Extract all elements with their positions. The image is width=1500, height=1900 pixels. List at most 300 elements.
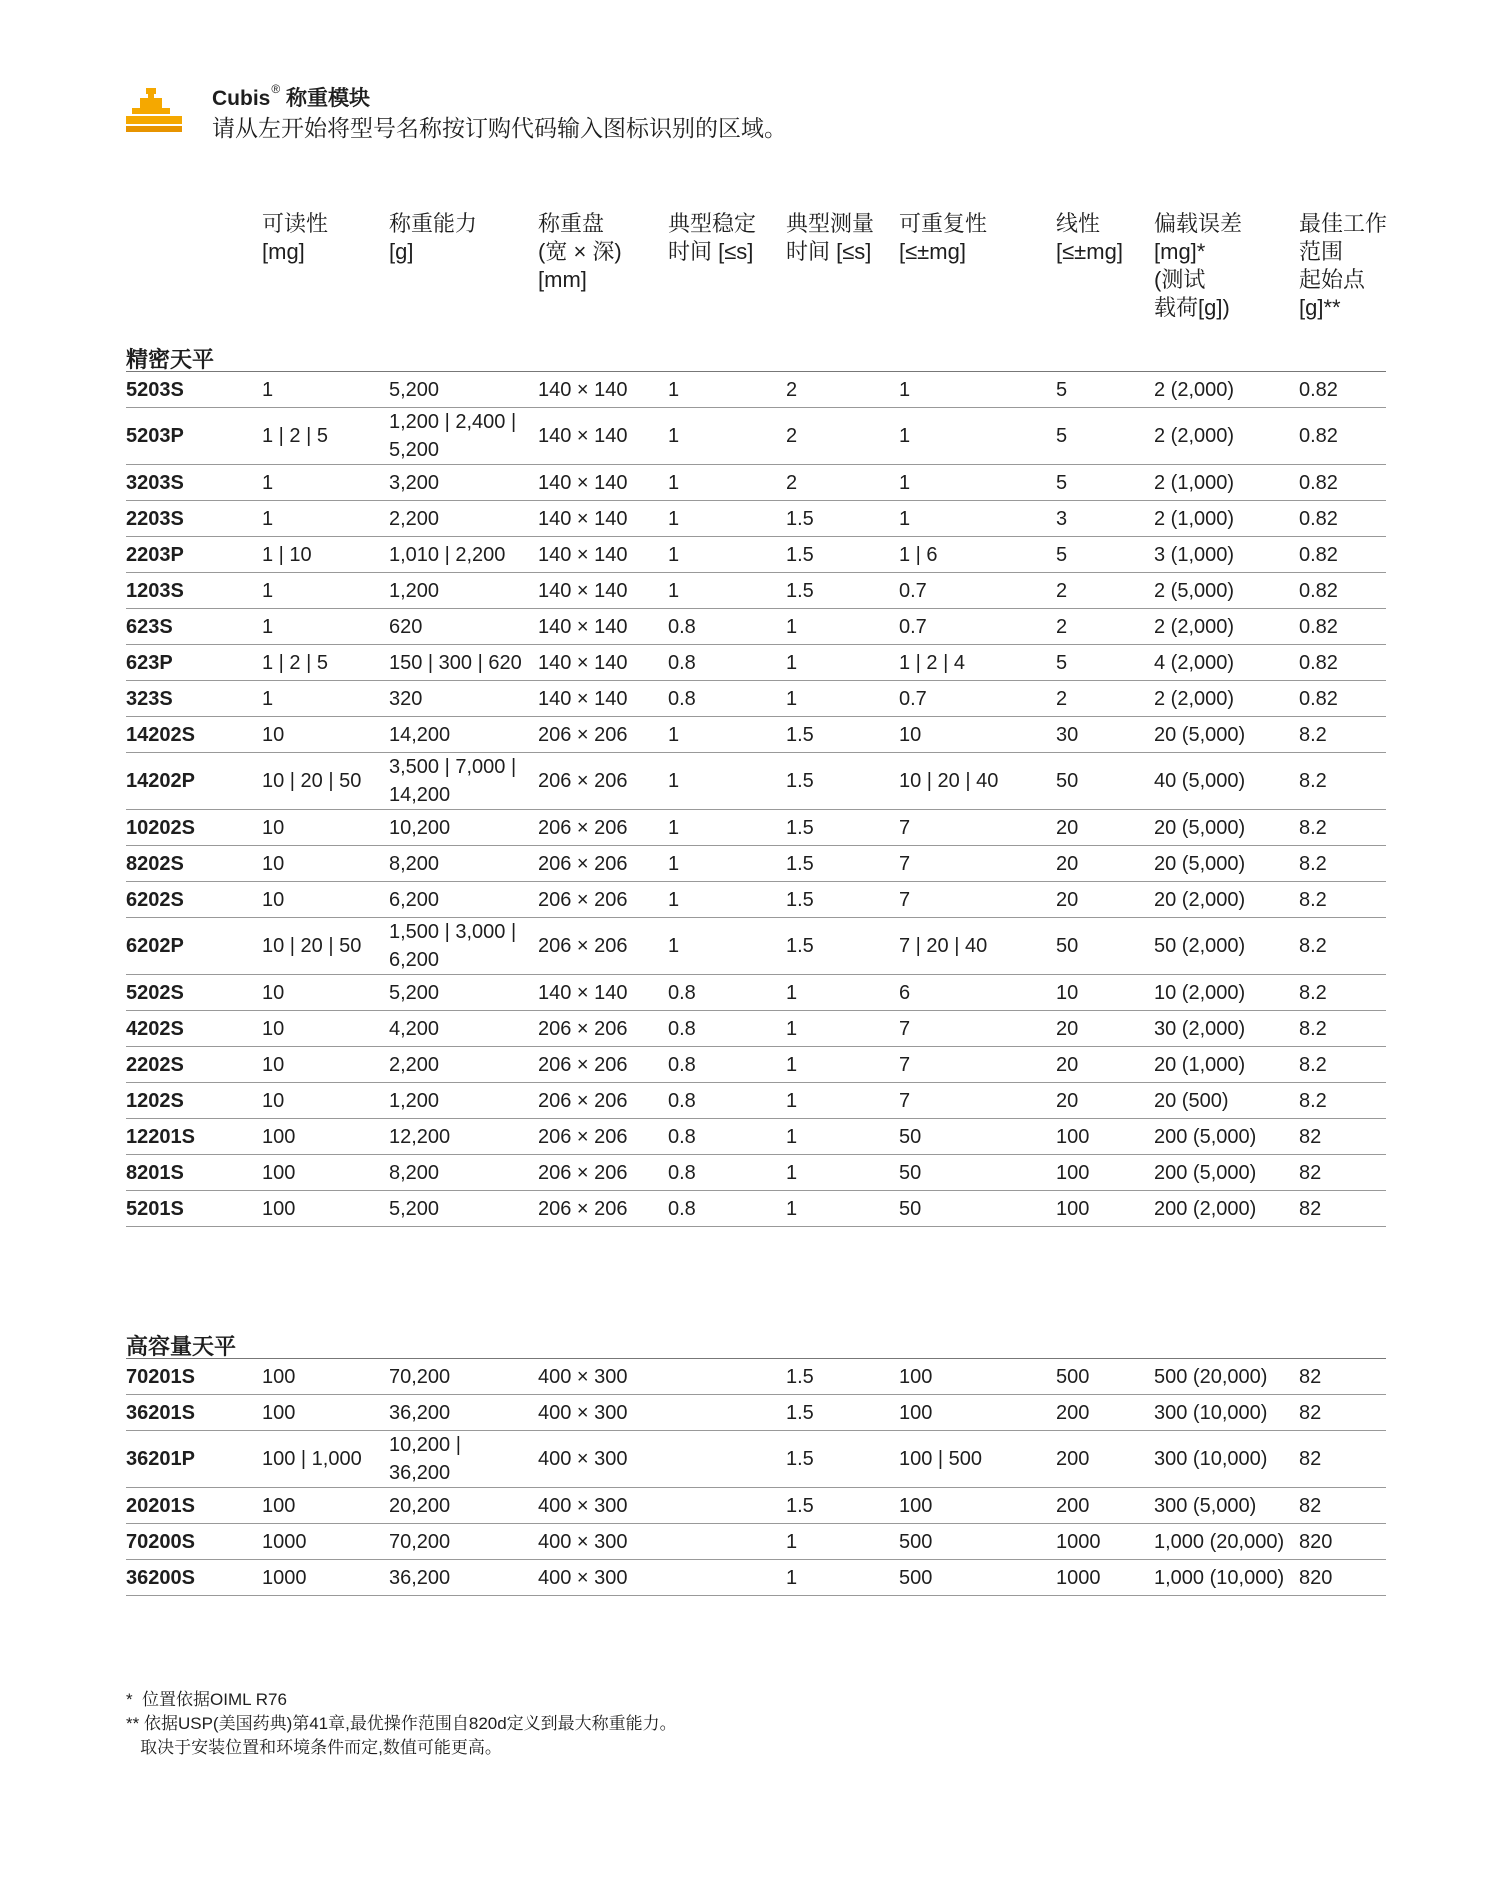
table-cell: 1 bbox=[899, 471, 911, 494]
page-subtitle: 请从左开始将型号名称按订购代码输入图标识别的区域。 bbox=[212, 115, 787, 141]
table-row bbox=[126, 1431, 1386, 1488]
table-cell: 82 bbox=[1299, 1365, 1322, 1388]
table-cell: 1 | 6 bbox=[899, 543, 938, 566]
table-cell: 10 bbox=[262, 981, 285, 1004]
model-name: 6202P bbox=[126, 935, 184, 957]
table-cell: 20 bbox=[1056, 852, 1079, 875]
table-cell: 1 bbox=[786, 1053, 798, 1076]
table-cell: 8.2 bbox=[1299, 935, 1327, 957]
table-row bbox=[126, 846, 1386, 882]
table-cell: 206 × 206 bbox=[538, 1017, 628, 1040]
table-cell: 12,200 bbox=[389, 1125, 451, 1148]
column-header-stabilization-time: 典型稳定 时间 [≤s] bbox=[668, 211, 757, 264]
table-cell: 10 | 20 | 40 bbox=[899, 770, 999, 792]
table-cell: 300 (10,000) bbox=[1154, 1448, 1268, 1470]
table-row bbox=[126, 408, 1386, 465]
table-cell: 1 bbox=[668, 425, 680, 447]
table-cell: 4 (2,000) bbox=[1154, 651, 1235, 674]
table-cell: 10 bbox=[262, 1017, 285, 1040]
table-cell: 1.5 bbox=[786, 816, 814, 839]
table-cell: 1 bbox=[786, 1089, 798, 1112]
table-cell: 1.5 bbox=[786, 1448, 814, 1470]
table-cell: 0.8 bbox=[668, 1089, 696, 1112]
table-cell: 1 bbox=[668, 816, 680, 839]
table-cell: 2 bbox=[786, 471, 798, 494]
table-cell: 100 bbox=[1056, 1161, 1090, 1184]
model-name: 5202S bbox=[126, 981, 184, 1004]
table-cell: 0.7 bbox=[899, 687, 927, 710]
table-cell: 1,200 bbox=[389, 579, 440, 602]
table-row bbox=[126, 1395, 1386, 1431]
table-cell: 1,010 | 2,200 bbox=[389, 543, 506, 566]
table-cell: 100 | 500 bbox=[899, 1448, 983, 1470]
table-cell: 206 × 206 bbox=[538, 1053, 628, 1076]
table-cell: 1 | 2 | 5 bbox=[262, 425, 328, 447]
table-cell: 2 (2,000) bbox=[1154, 378, 1235, 401]
table-cell: 400 × 300 bbox=[538, 1365, 628, 1388]
table-cell: 10 (2,000) bbox=[1154, 981, 1246, 1004]
table-cell: 400 × 300 bbox=[538, 1530, 628, 1553]
table-cell: 8.2 bbox=[1299, 852, 1327, 875]
table-cell: 20 (500) bbox=[1154, 1089, 1229, 1112]
table-cell: 0.82 bbox=[1299, 471, 1338, 494]
table-cell: 1,000 (10,000) bbox=[1154, 1566, 1285, 1589]
table-cell: 10 bbox=[262, 852, 285, 875]
table-cell: 50 bbox=[899, 1125, 922, 1148]
table-cell: 2 bbox=[1056, 687, 1068, 710]
table-cell: 1.5 bbox=[786, 543, 814, 566]
table-cell: 0.8 bbox=[668, 651, 696, 674]
table-row bbox=[126, 645, 1386, 681]
table-cell: 2,200 bbox=[389, 507, 440, 530]
table-cell: 1000 bbox=[262, 1566, 307, 1589]
table-cell: 36,200 bbox=[389, 1401, 451, 1424]
table-cell: 1,200 | 2,400 | 5,200 bbox=[389, 411, 517, 461]
table-cell: 3 bbox=[1056, 507, 1068, 530]
table-cell: 1 bbox=[786, 651, 798, 674]
table-cell: 1 bbox=[786, 1197, 798, 1220]
table-cell: 206 × 206 bbox=[538, 935, 628, 957]
table-cell: 1 bbox=[668, 543, 680, 566]
table-cell: 140 × 140 bbox=[538, 615, 628, 638]
table-cell: 0.8 bbox=[668, 687, 696, 710]
table-cell: 1.5 bbox=[786, 507, 814, 530]
model-name: 12201S bbox=[126, 1125, 195, 1148]
table-cell: 30 bbox=[1056, 723, 1079, 746]
table-cell: 200 (2,000) bbox=[1154, 1197, 1257, 1220]
table-cell: 20,200 bbox=[389, 1494, 451, 1517]
table-cell: 8.2 bbox=[1299, 723, 1327, 746]
table-cell: 1,200 bbox=[389, 1089, 440, 1112]
table-cell: 7 bbox=[899, 816, 911, 839]
table-cell: 10 bbox=[262, 1089, 285, 1112]
table-cell: 8.2 bbox=[1299, 981, 1327, 1004]
table-cell: 400 × 300 bbox=[538, 1566, 628, 1589]
table-row bbox=[126, 501, 1386, 537]
model-name: 4202S bbox=[126, 1017, 184, 1040]
table-cell: 5 bbox=[1056, 543, 1068, 566]
section-title: 精密天平 bbox=[126, 347, 215, 372]
table-row bbox=[126, 537, 1386, 573]
model-name: 36201S bbox=[126, 1401, 195, 1424]
table-cell: 8.2 bbox=[1299, 770, 1327, 792]
table-cell: 20 (2,000) bbox=[1154, 888, 1246, 911]
table-row bbox=[126, 1011, 1386, 1047]
table-cell: 100 bbox=[1056, 1197, 1090, 1220]
table-cell: 5,200 bbox=[389, 378, 440, 401]
column-header-readability: 可读性 [mg] bbox=[262, 211, 329, 264]
table-cell: 5 bbox=[1056, 425, 1068, 447]
table-row bbox=[126, 573, 1386, 609]
table-cell: 50 bbox=[899, 1161, 922, 1184]
table-cell: 820 bbox=[1299, 1530, 1333, 1553]
table-cell: 20 bbox=[1056, 816, 1079, 839]
table-cell: 100 bbox=[899, 1401, 933, 1424]
table-cell: 206 × 206 bbox=[538, 723, 628, 746]
table-cell: 20 (5,000) bbox=[1154, 816, 1246, 839]
table-cell: 40 (5,000) bbox=[1154, 770, 1246, 792]
table-row bbox=[126, 1524, 1386, 1560]
model-name: 36201P bbox=[126, 1448, 195, 1470]
table-cell: 1 bbox=[786, 1017, 798, 1040]
column-header-linearity: 线性 [≤±mg] bbox=[1056, 211, 1123, 264]
table-row bbox=[126, 1488, 1386, 1524]
table-cell: 100 bbox=[262, 1197, 296, 1220]
table-cell: 100 bbox=[262, 1161, 296, 1184]
table-cell: 0.8 bbox=[668, 1197, 696, 1220]
table-cell: 36,200 bbox=[389, 1566, 451, 1589]
table-cell: 100 | 1,000 bbox=[262, 1448, 362, 1470]
model-name: 323S bbox=[126, 687, 173, 710]
table-cell: 2 (2,000) bbox=[1154, 425, 1235, 447]
table-cell: 3,500 | 7,000 | 14,200 bbox=[389, 756, 517, 806]
table-cell: 1,000 (20,000) bbox=[1154, 1530, 1285, 1553]
table-cell: 82 bbox=[1299, 1494, 1322, 1517]
table-cell: 500 bbox=[1056, 1365, 1090, 1388]
table-cell: 300 (5,000) bbox=[1154, 1494, 1257, 1517]
table-cell: 2 (1,000) bbox=[1154, 507, 1235, 530]
table-cell: 20 bbox=[1056, 1089, 1079, 1112]
table-cell: 0.8 bbox=[668, 615, 696, 638]
table-cell: 6,200 bbox=[389, 888, 440, 911]
table-cell: 206 × 206 bbox=[538, 1197, 628, 1220]
table-cell: 82 bbox=[1299, 1125, 1322, 1148]
table-cell: 2 bbox=[786, 425, 798, 447]
table-cell: 7 bbox=[899, 1053, 911, 1076]
table-cell: 1 bbox=[899, 507, 911, 530]
table-cell: 320 bbox=[389, 687, 423, 710]
table-cell: 10,200 bbox=[389, 816, 451, 839]
page-title: Cubis® 称重模块 bbox=[212, 82, 371, 110]
table-cell: 1 bbox=[262, 579, 274, 602]
table-cell: 1 bbox=[786, 687, 798, 710]
column-header-capacity: 称重能力 [g] bbox=[389, 211, 478, 264]
table-cell: 206 × 206 bbox=[538, 1089, 628, 1112]
table-cell: 50 bbox=[1056, 935, 1079, 957]
table-cell: 1 bbox=[786, 1530, 798, 1553]
table-row bbox=[126, 810, 1386, 846]
table-cell: 7 bbox=[899, 1089, 911, 1112]
model-name: 5201S bbox=[126, 1197, 184, 1220]
table-cell: 8,200 bbox=[389, 852, 440, 875]
table-row bbox=[126, 681, 1386, 717]
table-cell: 5 bbox=[1056, 378, 1068, 401]
table-cell: 100 bbox=[899, 1494, 933, 1517]
table-cell: 2 bbox=[1056, 579, 1068, 602]
model-name: 2203P bbox=[126, 543, 184, 566]
table-cell: 0.82 bbox=[1299, 651, 1338, 674]
table-cell: 7 bbox=[899, 1017, 911, 1040]
table-cell: 0.82 bbox=[1299, 378, 1338, 401]
table-row bbox=[126, 1083, 1386, 1119]
table-cell: 500 (20,000) bbox=[1154, 1365, 1268, 1388]
table-cell: 8.2 bbox=[1299, 1017, 1327, 1040]
table-cell: 20 bbox=[1056, 888, 1079, 911]
model-name: 623P bbox=[126, 651, 173, 674]
table-cell: 8.2 bbox=[1299, 1089, 1327, 1112]
table-cell: 2 bbox=[786, 378, 798, 401]
table-cell: 1 bbox=[786, 981, 798, 1004]
model-name: 14202P bbox=[126, 770, 195, 792]
table-cell: 150 | 300 | 620 bbox=[389, 651, 522, 674]
table-cell: 206 × 206 bbox=[538, 770, 628, 792]
table-row bbox=[126, 882, 1386, 918]
table-cell: 0.8 bbox=[668, 1053, 696, 1076]
table-cell: 20 bbox=[1056, 1017, 1079, 1040]
table-cell: 500 bbox=[899, 1566, 933, 1589]
table-cell: 20 bbox=[1056, 1053, 1079, 1076]
table-cell: 100 bbox=[262, 1494, 296, 1517]
table-cell: 82 bbox=[1299, 1161, 1322, 1184]
table-cell: 1.5 bbox=[786, 852, 814, 875]
table-cell: 5 bbox=[1056, 471, 1068, 494]
table-row bbox=[126, 1191, 1386, 1227]
table-cell: 400 × 300 bbox=[538, 1401, 628, 1424]
table-cell: 206 × 206 bbox=[538, 816, 628, 839]
table-row bbox=[126, 465, 1386, 501]
table-cell: 10,200 | 36,200 bbox=[389, 1434, 461, 1484]
model-name: 5203P bbox=[126, 425, 184, 447]
table-cell: 10 | 20 | 50 bbox=[262, 770, 362, 792]
model-name: 1203S bbox=[126, 579, 184, 602]
model-name: 10202S bbox=[126, 816, 195, 839]
table-cell: 400 × 300 bbox=[538, 1494, 628, 1517]
table-cell: 1 bbox=[786, 615, 798, 638]
table-cell: 0.82 bbox=[1299, 425, 1338, 447]
table-cell: 2 (2,000) bbox=[1154, 615, 1235, 638]
table-cell: 400 × 300 bbox=[538, 1448, 628, 1470]
table-cell: 1 bbox=[786, 1125, 798, 1148]
table-row bbox=[126, 717, 1386, 753]
table-cell: 50 bbox=[1056, 770, 1079, 792]
table-row bbox=[126, 1047, 1386, 1083]
table-cell: 1 bbox=[668, 888, 680, 911]
table-cell: 0.82 bbox=[1299, 579, 1338, 602]
footnote: ** 依据USP(美国药典)第41章,最优操作范围自820d定义到最大称重能力。 bbox=[126, 1714, 677, 1733]
table-cell: 0.8 bbox=[668, 981, 696, 1004]
table-cell: 8.2 bbox=[1299, 816, 1327, 839]
table-cell: 206 × 206 bbox=[538, 852, 628, 875]
table-cell: 500 bbox=[899, 1530, 933, 1553]
table-cell: 20 (1,000) bbox=[1154, 1053, 1246, 1076]
model-name: 8201S bbox=[126, 1161, 184, 1184]
table-row bbox=[126, 609, 1386, 645]
table-cell: 140 × 140 bbox=[538, 378, 628, 401]
column-header-off-center-error: 偏载误差 [mg]* (测试 载荷[g]) bbox=[1154, 211, 1243, 320]
table-cell: 10 bbox=[262, 1053, 285, 1076]
table-cell: 1 | 2 | 4 bbox=[899, 651, 965, 674]
model-name: 2203S bbox=[126, 507, 184, 530]
table-cell: 206 × 206 bbox=[538, 888, 628, 911]
balance-weight-icon bbox=[126, 86, 182, 136]
table-cell: 3 (1,000) bbox=[1154, 543, 1235, 566]
table-cell: 140 × 140 bbox=[538, 507, 628, 530]
table-cell: 1000 bbox=[262, 1530, 307, 1553]
table-cell: 70,200 bbox=[389, 1530, 451, 1553]
footnotes bbox=[126, 1688, 677, 1760]
table-row bbox=[126, 372, 1386, 408]
table-cell: 1.5 bbox=[786, 1494, 814, 1517]
table-cell: 820 bbox=[1299, 1566, 1333, 1589]
table-cell: 1.5 bbox=[786, 579, 814, 602]
table-cell: 0.7 bbox=[899, 579, 927, 602]
table-cell: 100 bbox=[262, 1365, 296, 1388]
table-cell: 10 bbox=[262, 816, 285, 839]
table-row bbox=[126, 918, 1386, 975]
table-cell: 0.82 bbox=[1299, 507, 1338, 530]
table-cell: 0.82 bbox=[1299, 615, 1338, 638]
spec-table bbox=[126, 371, 1386, 1227]
table-cell: 1 bbox=[668, 935, 680, 957]
table-cell: 8.2 bbox=[1299, 1053, 1327, 1076]
table-cell: 1 | 2 | 5 bbox=[262, 651, 328, 674]
model-name: 14202S bbox=[126, 723, 195, 746]
column-header-measurement-time: 典型测量 时间 [≤s] bbox=[786, 211, 875, 264]
model-name: 5203S bbox=[126, 378, 184, 401]
table-cell: 200 bbox=[1056, 1401, 1090, 1424]
table-cell: 200 bbox=[1056, 1494, 1090, 1517]
table-cell: 82 bbox=[1299, 1197, 1322, 1220]
table-cell: 1 bbox=[668, 579, 680, 602]
table-cell: 10 | 20 | 50 bbox=[262, 935, 362, 957]
table-cell: 1.5 bbox=[786, 935, 814, 957]
table-cell: 200 bbox=[1056, 1448, 1090, 1470]
table-cell: 620 bbox=[389, 615, 423, 638]
model-name: 623S bbox=[126, 615, 173, 638]
table-row bbox=[126, 975, 1386, 1011]
column-header-repeatability: 可重复性 [≤±mg] bbox=[899, 211, 988, 264]
column-header-min-working-range: 最佳工作 范围 起始点 [g]** bbox=[1299, 211, 1388, 320]
table-cell: 20 (5,000) bbox=[1154, 723, 1246, 746]
table-cell: 1 bbox=[668, 507, 680, 530]
table-cell: 300 (10,000) bbox=[1154, 1401, 1268, 1424]
table-cell: 5 bbox=[1056, 651, 1068, 674]
model-name: 70200S bbox=[126, 1530, 195, 1553]
model-name: 1202S bbox=[126, 1089, 184, 1112]
table-cell: 1.5 bbox=[786, 770, 814, 792]
table-cell: 1 bbox=[262, 507, 274, 530]
table-cell: 1,500 | 3,000 | 6,200 bbox=[389, 921, 517, 971]
table-cell: 140 × 140 bbox=[538, 687, 628, 710]
table-cell: 100 bbox=[1056, 1125, 1090, 1148]
model-name: 70201S bbox=[126, 1365, 195, 1388]
table-cell: 1.5 bbox=[786, 723, 814, 746]
table-cell: 1 bbox=[899, 378, 911, 401]
table-cell: 20 (5,000) bbox=[1154, 852, 1246, 875]
model-name: 6202S bbox=[126, 888, 184, 911]
table-cell: 1 bbox=[668, 723, 680, 746]
table-cell: 140 × 140 bbox=[538, 981, 628, 1004]
table-cell: 1000 bbox=[1056, 1566, 1101, 1589]
table-row bbox=[126, 1119, 1386, 1155]
table-cell: 10 bbox=[899, 723, 922, 746]
table-cell: 140 × 140 bbox=[538, 543, 628, 566]
table-cell: 1 bbox=[262, 378, 274, 401]
table-cell: 70,200 bbox=[389, 1365, 451, 1388]
table-cell: 0.7 bbox=[899, 615, 927, 638]
table-row bbox=[126, 1155, 1386, 1191]
table-cell: 1 bbox=[668, 378, 680, 401]
table-row bbox=[126, 753, 1386, 810]
section-title: 高容量天平 bbox=[126, 1334, 237, 1359]
table-cell: 2 bbox=[1056, 615, 1068, 638]
table-cell: 6 bbox=[899, 981, 911, 1004]
model-name: 20201S bbox=[126, 1494, 195, 1517]
table-cell: 100 bbox=[262, 1401, 296, 1424]
table-cell: 200 (5,000) bbox=[1154, 1161, 1257, 1184]
table-cell: 2 (2,000) bbox=[1154, 687, 1235, 710]
table-cell: 1 bbox=[668, 471, 680, 494]
table-cell: 1000 bbox=[1056, 1530, 1101, 1553]
table-cell: 7 | 20 | 40 bbox=[899, 935, 988, 957]
spec-table bbox=[126, 1358, 1386, 1596]
model-name: 2202S bbox=[126, 1053, 184, 1076]
table-cell: 0.82 bbox=[1299, 687, 1338, 710]
table-cell: 10 bbox=[1056, 981, 1079, 1004]
table-cell: 1 bbox=[262, 615, 274, 638]
table-cell: 50 bbox=[899, 1197, 922, 1220]
table-cell: 140 × 140 bbox=[538, 425, 628, 447]
model-name: 3203S bbox=[126, 471, 184, 494]
table-cell: 30 (2,000) bbox=[1154, 1017, 1246, 1040]
table-cell: 1.5 bbox=[786, 1365, 814, 1388]
table-cell: 1 bbox=[262, 687, 274, 710]
table-cell: 10 bbox=[262, 723, 285, 746]
table-cell: 1 bbox=[786, 1566, 798, 1589]
table-cell: 140 × 140 bbox=[538, 471, 628, 494]
table-cell: 0.82 bbox=[1299, 543, 1338, 566]
table-cell: 8.2 bbox=[1299, 888, 1327, 911]
table-cell: 82 bbox=[1299, 1401, 1322, 1424]
table-cell: 0.8 bbox=[668, 1017, 696, 1040]
footnote: * 位置依据OIML R76 bbox=[126, 1690, 287, 1709]
table-cell: 1 bbox=[899, 425, 911, 447]
table-cell: 0.8 bbox=[668, 1161, 696, 1184]
table-cell: 5,200 bbox=[389, 1197, 440, 1220]
table-cell: 5,200 bbox=[389, 981, 440, 1004]
table-cell: 140 × 140 bbox=[538, 579, 628, 602]
model-name: 8202S bbox=[126, 852, 184, 875]
table-cell: 1 bbox=[668, 770, 680, 792]
table-cell: 140 × 140 bbox=[538, 651, 628, 674]
table-cell: 2 (1,000) bbox=[1154, 471, 1235, 494]
column-header-pan-size: 称重盘 (宽 × 深) [mm] bbox=[538, 211, 622, 292]
table-cell: 206 × 206 bbox=[538, 1161, 628, 1184]
table-cell: 1 bbox=[786, 1161, 798, 1184]
table-cell: 100 bbox=[262, 1125, 296, 1148]
table-cell: 82 bbox=[1299, 1448, 1322, 1470]
table-cell: 7 bbox=[899, 888, 911, 911]
